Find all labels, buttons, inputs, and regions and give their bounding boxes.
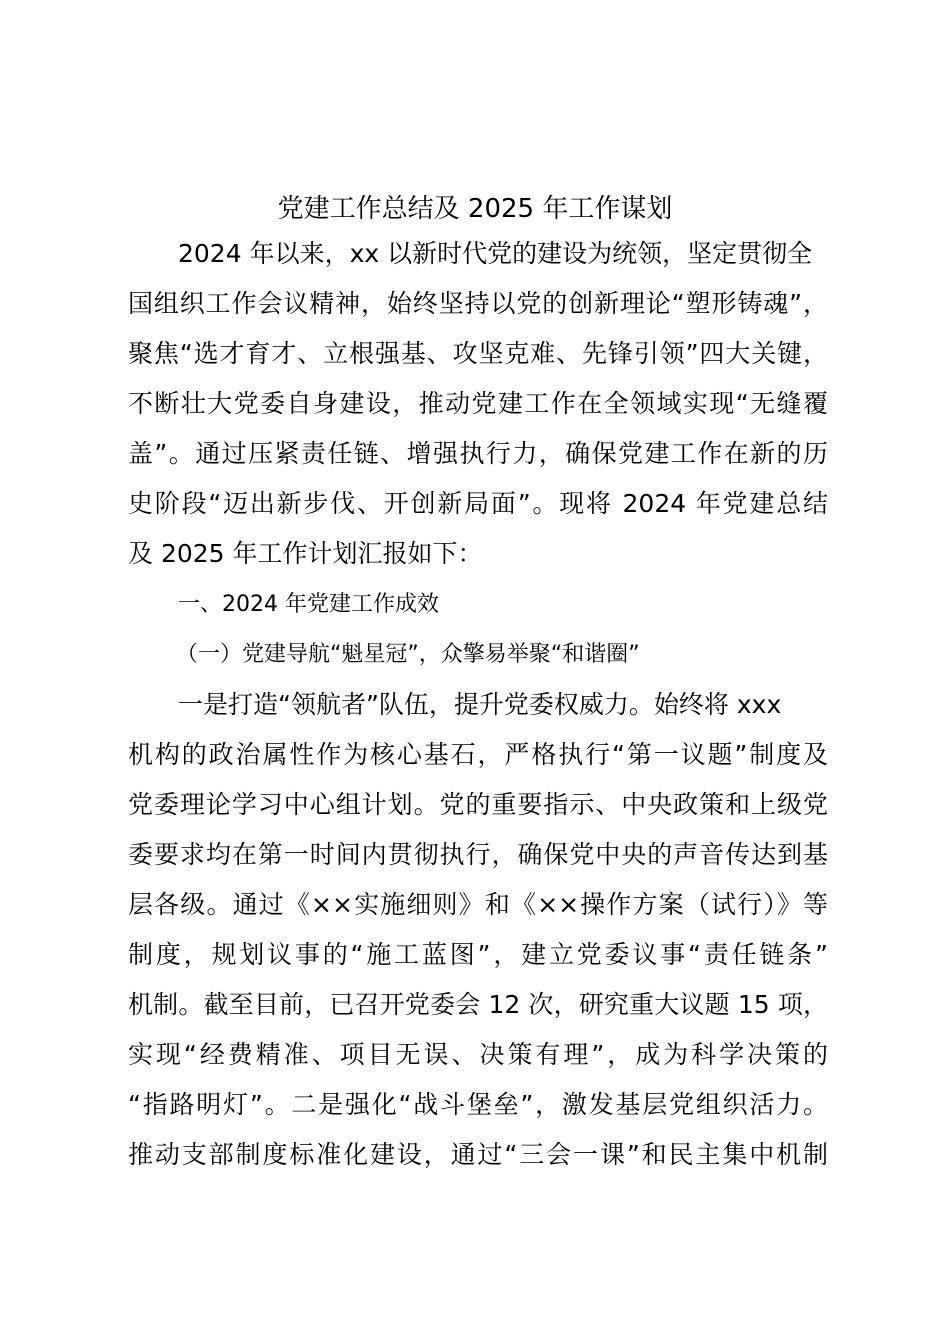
paragraph-line: 一是打造“领航者”队伍，提升党委权威力。始终将 xxx: [178, 690, 782, 719]
paragraph-line: 2024 年以来，xx 以新时代党的建设为统领，坚定贯彻全: [178, 239, 813, 268]
paragraph-line: 不断壮大党委自身建设，推动党建工作在全领域实现“无缝覆: [128, 389, 828, 418]
paragraph-line: 国组织工作会议精神，始终坚持以党的创新理论“塑形铸魂”，: [128, 289, 828, 318]
paragraph-line: 制度，规划议事的“施工蓝图”，建立党委议事“责任链条”: [128, 940, 828, 969]
paragraph-line: 机构的政治属性作为核心基石，严格执行“第一议题”制度及: [128, 740, 828, 769]
paragraph-line: 委要求均在第一时间内贯彻执行，确保党中央的声音传达到基: [128, 840, 828, 869]
paragraph-line: 层各级。通过《××实施细则》和《××操作方案（试行）》等: [128, 890, 828, 919]
subsection-heading: （一）党建导航“魁星冠”，众擎易举聚“和谐圈”: [176, 642, 640, 667]
section-heading: 一、2024 年党建工作成效: [178, 592, 439, 617]
paragraph-line: “指路明灯”。二是强化“战斗堡垒”，激发基层党组织活力。: [128, 1090, 828, 1119]
paragraph-line: 推动支部制度标准化建设，通过“三会一课”和民主集中机制: [128, 1140, 828, 1169]
paragraph-line: 实现“经费精准、项目无误、决策有理”，成为科学决策的: [128, 1040, 828, 1069]
paragraph-line: 机制。截至目前，已召开党委会 12 次，研究重大议题 15 项，: [128, 990, 828, 1019]
paragraph-line: 盖”。通过压紧责任链、增强执行力，确保党建工作在新的历: [128, 439, 828, 468]
paragraph-line: 聚焦“选才育才、立根强基、攻坚克难、先锋引领”四大关键，: [128, 339, 828, 368]
paragraph-line: 史阶段“迈出新步伐、开创新局面”。现将 2024 年党建总结: [128, 489, 828, 518]
paragraph-line: 及 2025 年工作计划汇报如下：: [128, 539, 483, 568]
paragraph-line: 党委理论学习中心组计划。党的重要指示、中央政策和上级党: [128, 790, 828, 819]
document-title: 党建工作总结及 2025 年工作谋划: [277, 194, 673, 224]
